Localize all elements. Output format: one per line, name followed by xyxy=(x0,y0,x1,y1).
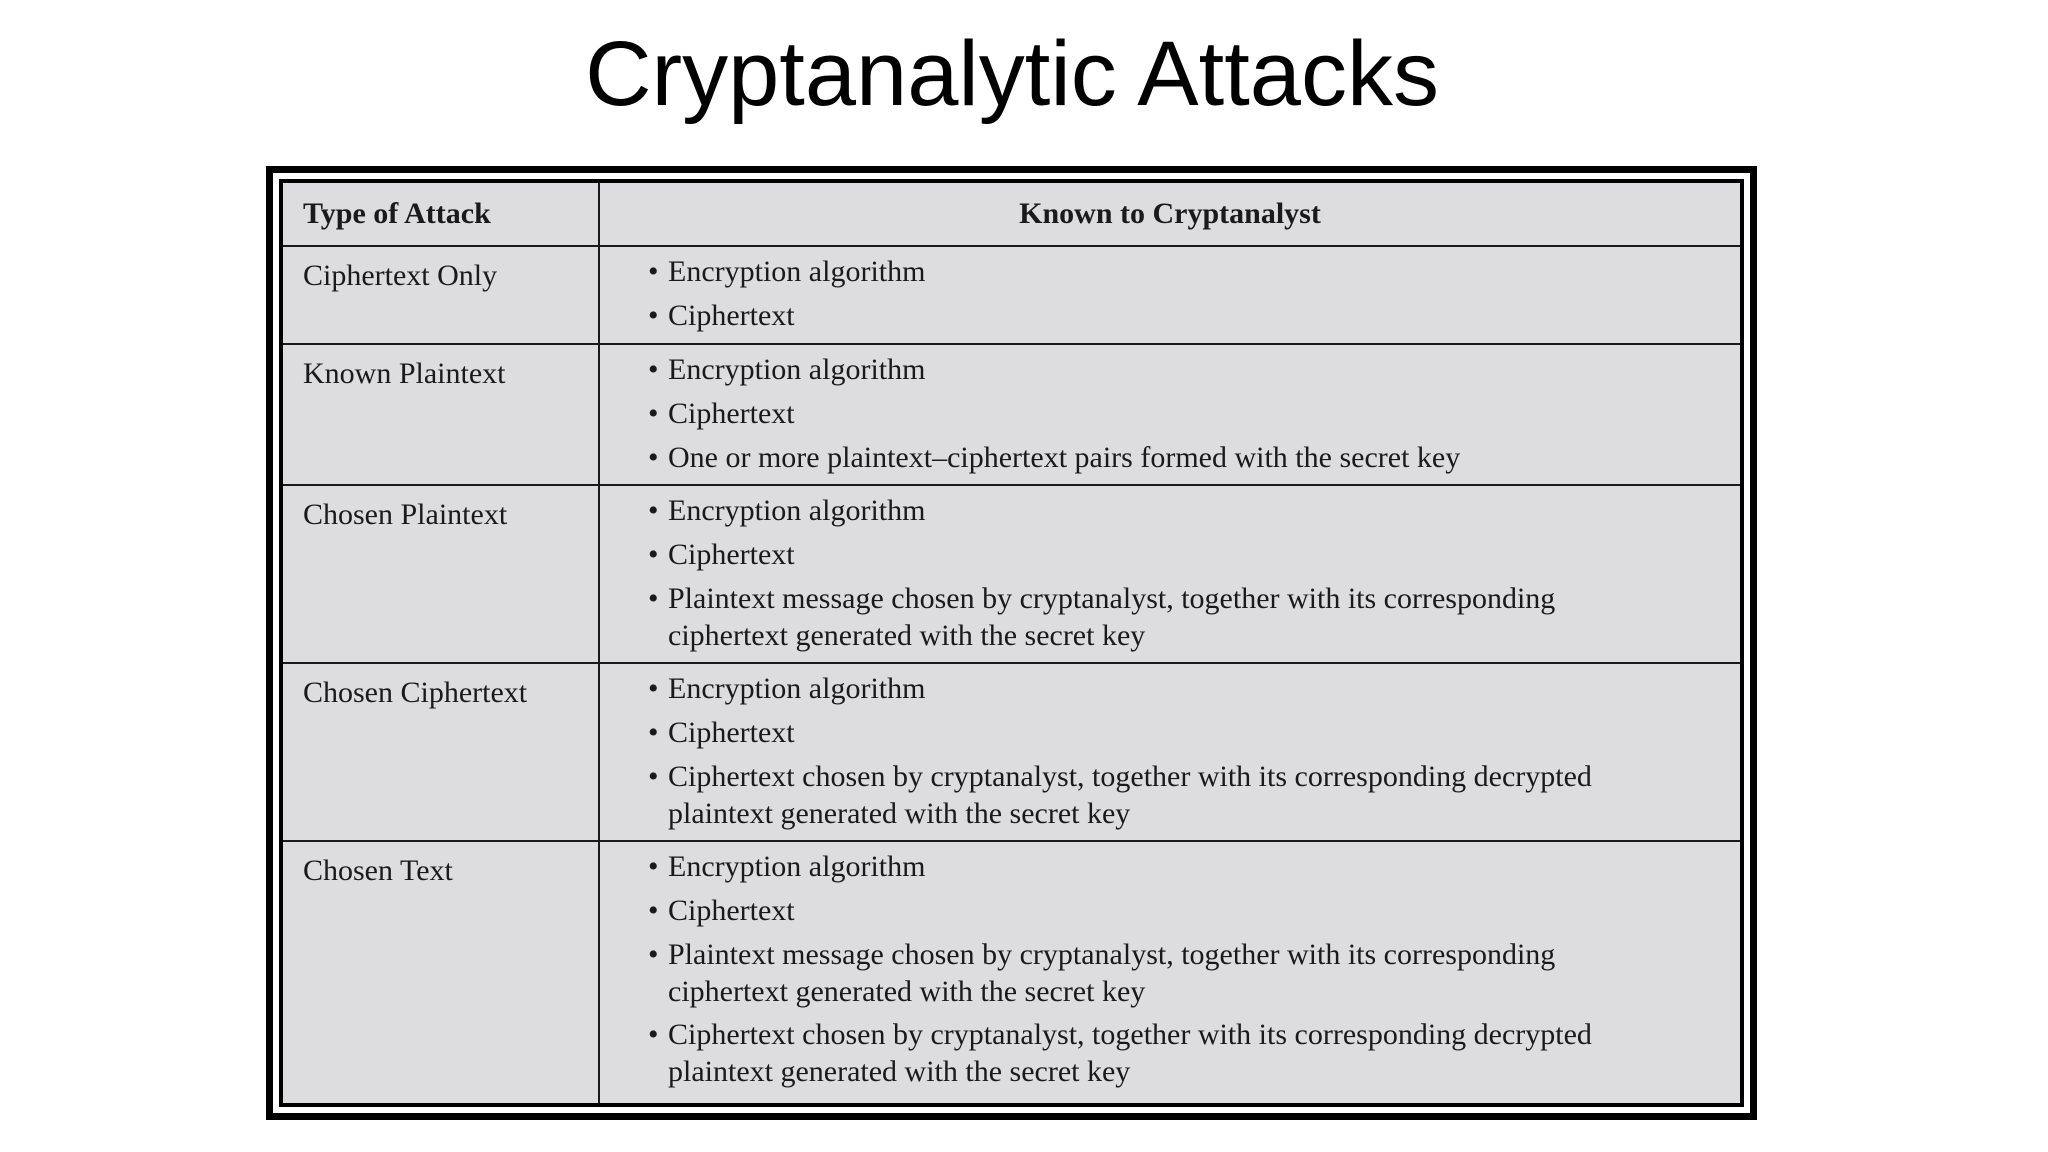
table-row xyxy=(283,663,1740,841)
bullet-icon: • xyxy=(648,441,659,474)
list-item xyxy=(648,439,1680,477)
header-known-to-cryptanalyst: Known to Cryptanalyst xyxy=(599,183,1740,246)
bullet-icon: • xyxy=(648,255,659,288)
known-cell xyxy=(599,344,1740,485)
known-item-text: Encryption algorithm xyxy=(668,494,926,527)
known-list xyxy=(648,492,1680,654)
known-list xyxy=(648,351,1680,477)
known-item-text: Ciphertext xyxy=(668,538,795,571)
list-item xyxy=(648,892,1680,930)
attack-type-cell: Chosen Ciphertext xyxy=(283,663,599,841)
known-item-text: Plaintext message chosen by cryptanalyst, together with its corresponding ciphertext generated with the secret key xyxy=(668,938,1556,1008)
bullet-icon: • xyxy=(648,760,659,793)
bullet-icon: • xyxy=(648,353,659,386)
attack-type-cell: Ciphertext Only xyxy=(283,246,599,344)
table-header-row xyxy=(283,183,1740,246)
bullet-icon: • xyxy=(648,397,659,430)
known-cell xyxy=(599,246,1740,344)
list-item xyxy=(648,848,1680,886)
list-item xyxy=(648,536,1680,574)
bullet-icon: • xyxy=(648,494,659,527)
known-list xyxy=(648,848,1680,1090)
attack-table xyxy=(283,183,1740,1103)
known-cell xyxy=(599,841,1740,1103)
bullet-icon: • xyxy=(648,850,659,883)
list-item xyxy=(648,714,1680,752)
table-row xyxy=(283,344,1740,485)
header-type-of-attack: Type of Attack xyxy=(283,183,599,246)
known-cell xyxy=(599,485,1740,663)
attack-type-cell: Known Plaintext xyxy=(283,344,599,485)
known-item-text: Ciphertext xyxy=(668,894,795,927)
bullet-icon: • xyxy=(648,938,659,971)
known-item-text: Ciphertext xyxy=(668,397,795,430)
table-body xyxy=(283,246,1740,1103)
known-item-text: Encryption algorithm xyxy=(668,672,926,705)
bullet-icon: • xyxy=(648,1018,659,1051)
bullet-icon: • xyxy=(648,672,659,705)
list-item xyxy=(648,492,1680,530)
list-item xyxy=(648,351,1680,389)
known-item-text: Encryption algorithm xyxy=(668,850,926,883)
known-item-text: Plaintext message chosen by cryptanalyst, together with its corresponding ciphertext generated with the secret key xyxy=(668,582,1556,652)
list-item xyxy=(648,758,1680,832)
known-item-text: Ciphertext xyxy=(668,299,795,332)
attack-type-cell: Chosen Plaintext xyxy=(283,485,599,663)
bullet-icon: • xyxy=(648,716,659,749)
list-item xyxy=(648,253,1680,291)
table-row xyxy=(283,841,1740,1103)
list-item xyxy=(648,1016,1680,1090)
known-item-text: Ciphertext chosen by cryptanalyst, together with its corresponding decrypted plaintext generated with the secret key xyxy=(668,760,1592,830)
list-item xyxy=(648,580,1680,654)
attack-type-cell: Chosen Text xyxy=(283,841,599,1103)
known-item-text: One or more plaintext–ciphertext pairs formed with the secret key xyxy=(668,441,1461,474)
known-item-text: Encryption algorithm xyxy=(668,353,926,386)
bullet-icon: • xyxy=(648,538,659,571)
list-item xyxy=(648,670,1680,708)
known-item-text: Ciphertext xyxy=(668,716,795,749)
known-item-text: Encryption algorithm xyxy=(668,255,926,288)
known-cell xyxy=(599,663,1740,841)
table-inner-border xyxy=(279,179,1744,1107)
list-item xyxy=(648,936,1680,1010)
table-frame xyxy=(266,166,1757,1120)
list-item xyxy=(648,297,1680,335)
known-list xyxy=(648,670,1680,832)
list-item xyxy=(648,395,1680,433)
slide-title: Cryptanalytic Attacks xyxy=(585,23,1439,125)
bullet-icon: • xyxy=(648,894,659,927)
bullet-icon: • xyxy=(648,299,659,332)
known-list xyxy=(648,253,1680,335)
known-item-text: Ciphertext chosen by cryptanalyst, together with its corresponding decrypted plaintext generated with the secret key xyxy=(668,1018,1592,1088)
table-row xyxy=(283,246,1740,344)
table-row xyxy=(283,485,1740,663)
bullet-icon: • xyxy=(648,582,659,615)
